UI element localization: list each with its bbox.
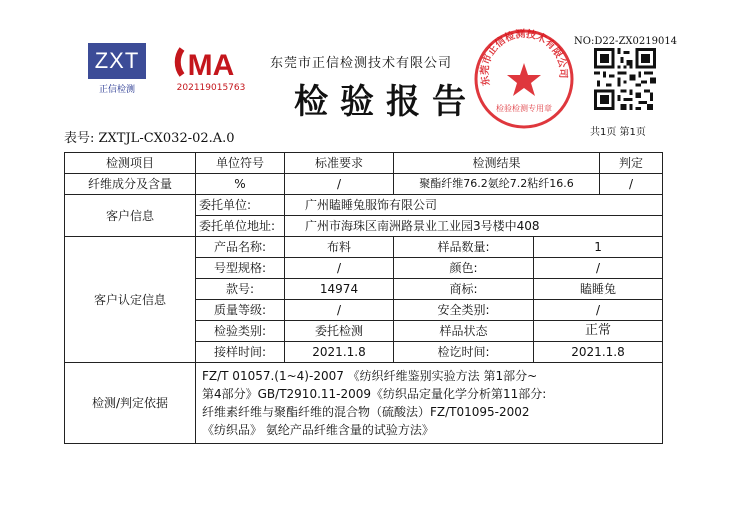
zxt-logo-text: ZXT [88, 43, 146, 79]
fiber-result: 聚酯纤维76.2氨纶7.2粘纤16.6 [394, 174, 600, 195]
ma-number: 202119015763 [176, 83, 246, 93]
form-number: 表号: ZXTJL-CX032-02.A.0 [64, 131, 235, 146]
header-standard: 标准要求 [285, 153, 394, 174]
table-header-row [65, 153, 663, 174]
confirm-field-value: 14974 [285, 279, 394, 300]
company-name: 东莞市正信检测技术有限公司 [270, 56, 453, 71]
client-unit-value: 广州瞌睡兔服饰有限公司 [285, 195, 663, 216]
basis-line: FZ/T 01057.(1~4)-2007 《纺织纤维鉴别实验方法 第1部分~ [202, 369, 538, 383]
confirm-field-value: / [534, 300, 663, 321]
page-count: 共1页 第1页 [590, 127, 646, 138]
confirm-field-value: / [285, 258, 394, 279]
qr-code [594, 48, 656, 110]
confirm-row [65, 237, 663, 258]
confirm-field-label: 款号: [196, 279, 285, 300]
confirm-field-label: 样品状态 [394, 321, 534, 342]
confirm-field-label: 接样时间: [196, 342, 285, 363]
confirm-field-label: 商标: [394, 279, 534, 300]
basis-line: 纤维素纤维与聚酯纤维的混合物（硫酸法）FZ/T01095-2002 [202, 405, 530, 419]
header-unit: 单位符号 [196, 153, 285, 174]
client-confirm-label: 客户认定信息 [65, 237, 196, 363]
confirm-field-value: 委托检测 [285, 321, 394, 342]
client-unit-label: 委托单位: [196, 195, 285, 216]
confirm-field-value: 正常 [534, 321, 663, 342]
confirm-field-value: / [285, 300, 394, 321]
confirm-field-value: 1 [534, 237, 663, 258]
fiber-judgement: / [600, 174, 663, 195]
client-unit-row [65, 195, 663, 216]
confirm-field-label: 检验类别: [196, 321, 285, 342]
header-test-item: 检测项目 [65, 153, 196, 174]
report-table [64, 152, 663, 444]
fiber-content-row [65, 174, 663, 195]
basis-label: 检测/判定依据 [65, 363, 196, 444]
seal-subtext: 检验检测专用章 [496, 104, 552, 113]
ma-logo-text: MA [187, 49, 235, 82]
basis-text [196, 363, 663, 444]
basis-line: 第4部分》GB/T2910.11-2009《纺织品定量化学分析第11部分: [202, 387, 547, 401]
header-judgement: 判定 [600, 153, 663, 174]
cma-logo [170, 45, 252, 97]
fiber-item: 纤维成分及含量 [65, 174, 196, 195]
confirm-field-value: 瞌睡兔 [534, 279, 663, 300]
confirm-field-label: 样品数量: [394, 237, 534, 258]
confirm-field-label: 产品名称: [196, 237, 285, 258]
basis-row [65, 363, 663, 444]
confirm-field-label: 质量等级: [196, 300, 285, 321]
confirm-field-value: 2021.1.8 [534, 342, 663, 363]
confirm-field-value: 2021.1.8 [285, 342, 394, 363]
client-address-value: 广州市海珠区南洲路景业工业园3号楼中408 [285, 216, 663, 237]
confirm-field-label: 颜色: [394, 258, 534, 279]
client-address-label: 委托单位地址: [196, 216, 285, 237]
seal-text: 东莞市正信检测技术有限公司 [479, 28, 569, 87]
confirm-field-value: 布料 [285, 237, 394, 258]
inspection-seal [470, 25, 578, 133]
confirm-field-label: 检讫时间: [394, 342, 534, 363]
basis-line: 《纺织品》 氨纶产品纤维含量的试验方法》 [202, 423, 434, 437]
report-number: NO:D22-ZX0219014 [574, 36, 678, 47]
client-info-label: 客户信息 [65, 195, 196, 237]
page-title: 检验报告 [294, 82, 478, 122]
zxt-logo [88, 43, 146, 98]
fiber-standard: / [285, 174, 394, 195]
header-result: 检测结果 [394, 153, 600, 174]
confirm-field-value: / [534, 258, 663, 279]
fiber-unit: % [196, 174, 285, 195]
confirm-field-label: 号型规格: [196, 258, 285, 279]
confirm-field-label: 安全类别: [394, 300, 534, 321]
zxt-logo-caption: 正信检测 [98, 85, 135, 95]
